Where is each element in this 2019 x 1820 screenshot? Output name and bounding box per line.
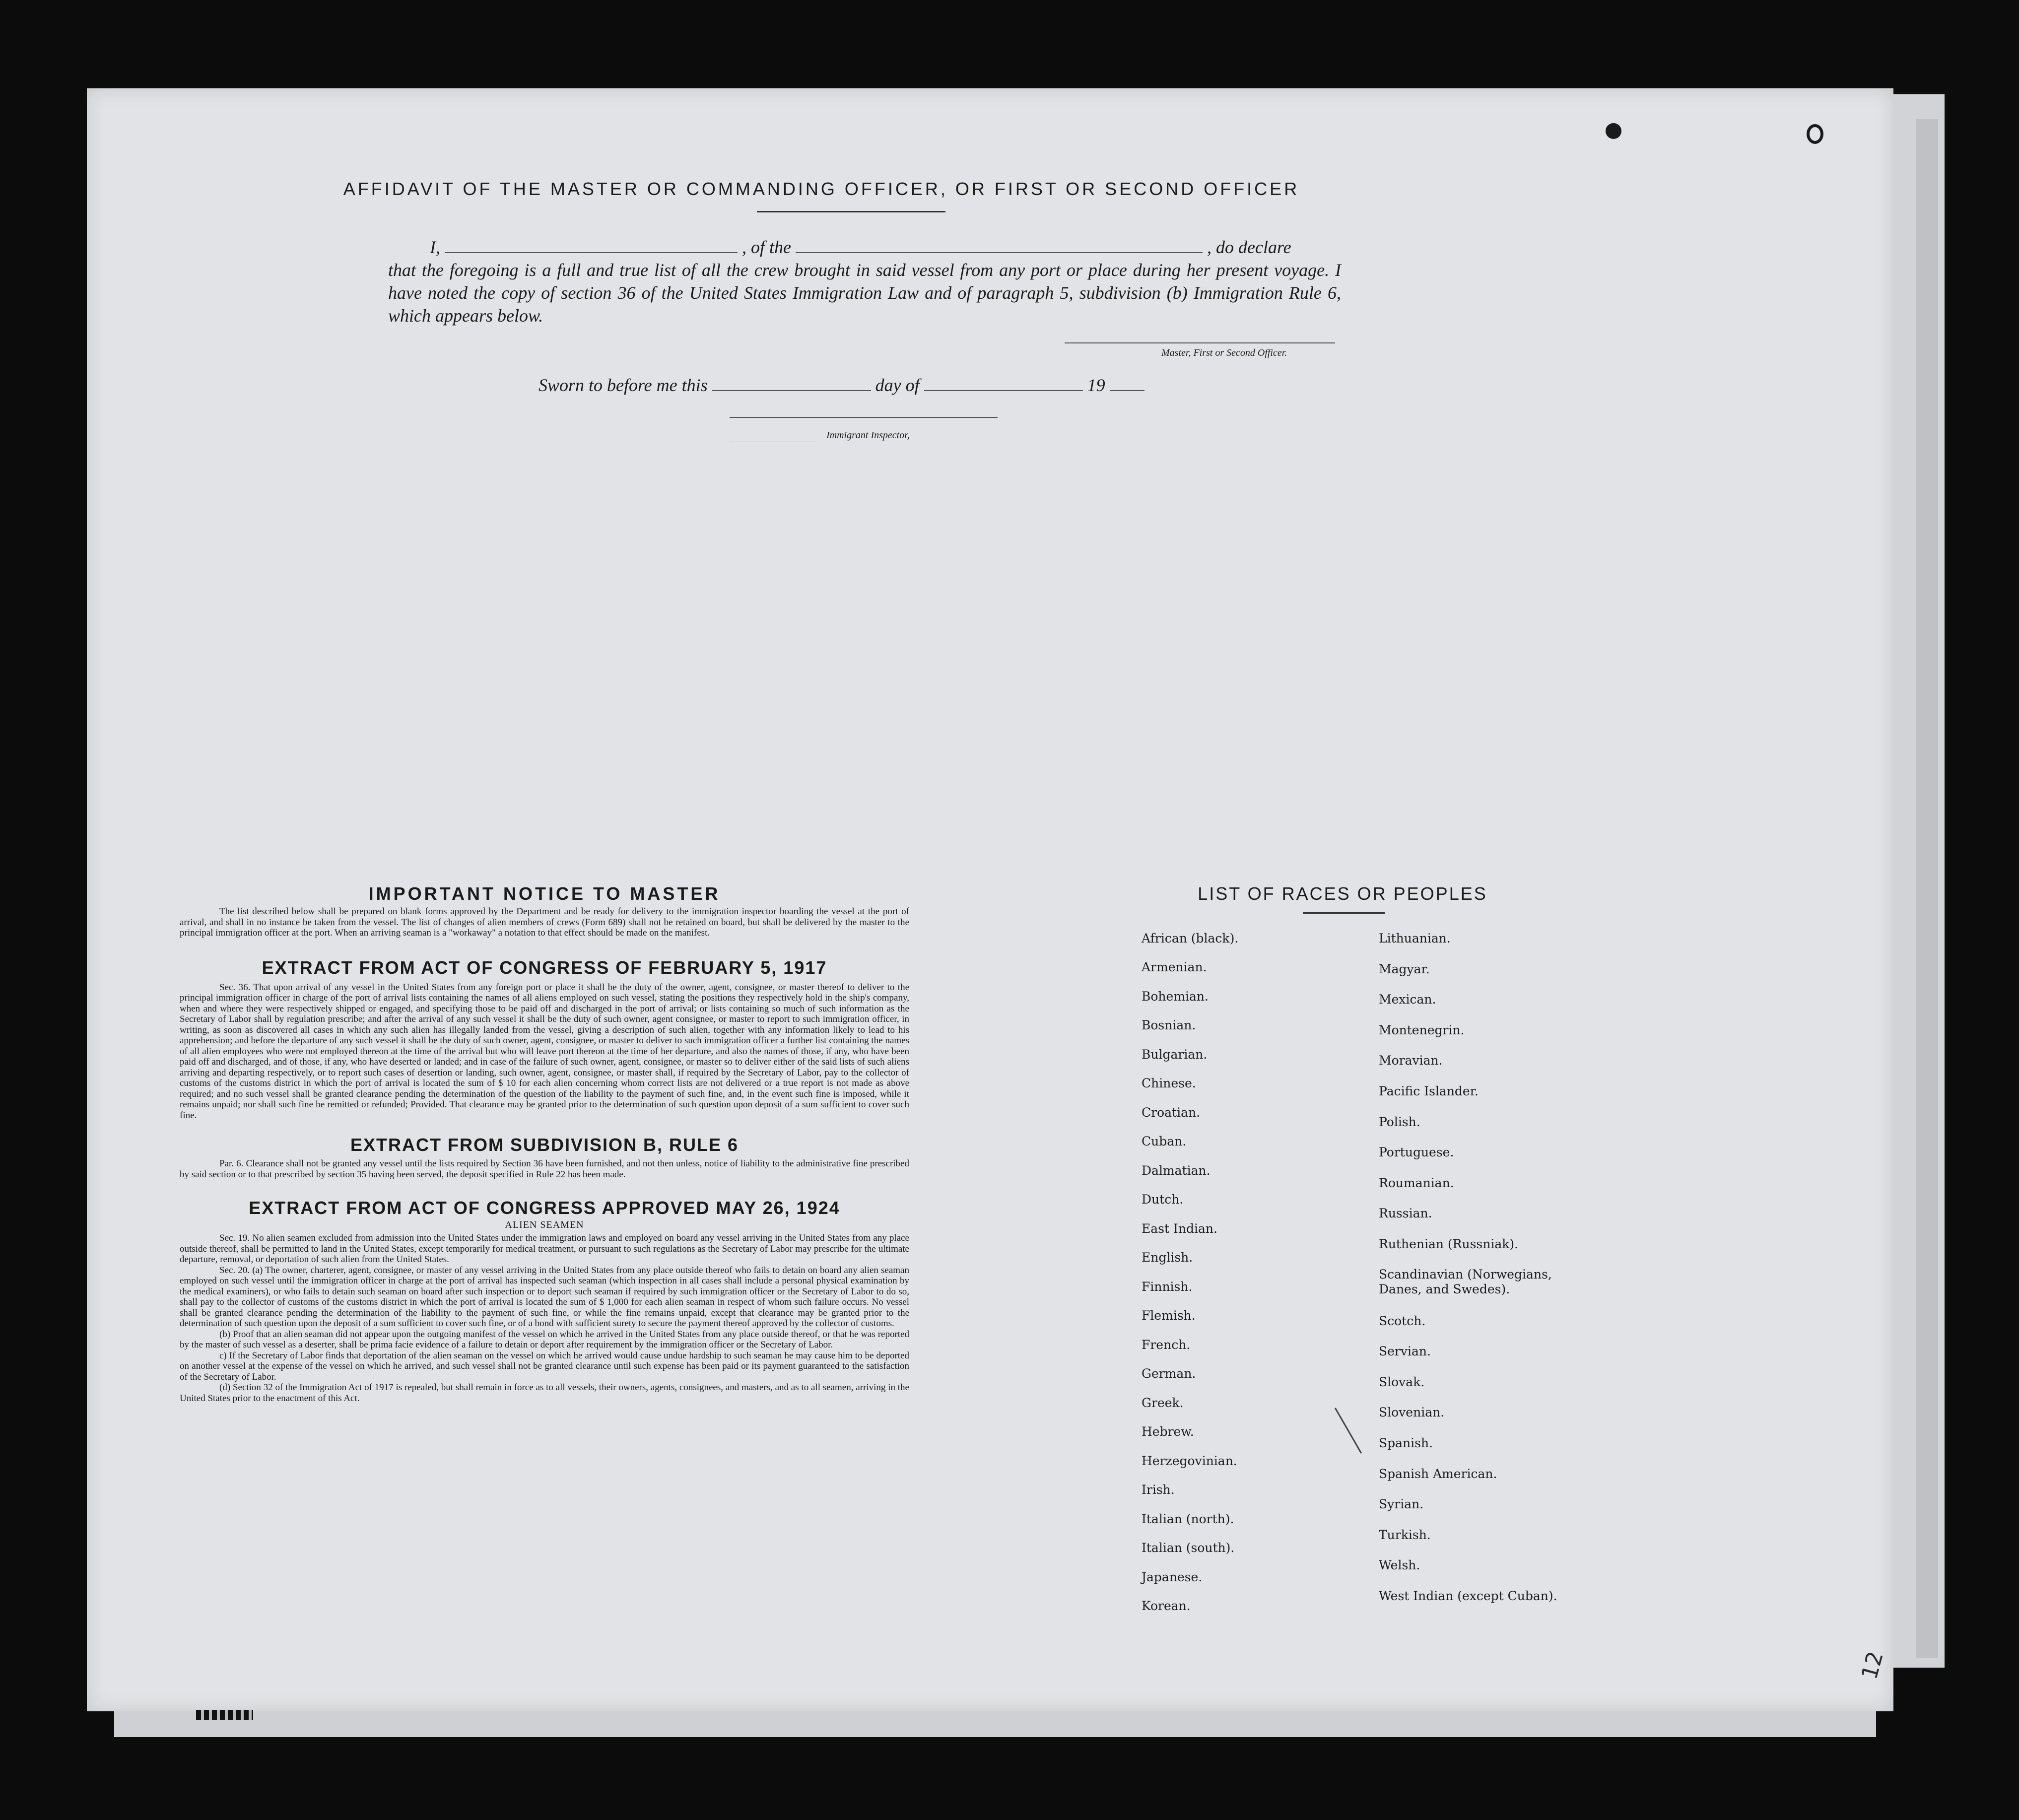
race-item: Lithuanian. [1379,931,1451,945]
race-item: Welsh. [1379,1558,1420,1572]
extract-1917-heading: EXTRACT FROM ACT OF CONGRESS OF FEBRUARY 5, 1917 [262,957,827,978]
race-item: Cuban. [1142,1134,1187,1148]
extract-rule6-body: Par. 6. Clearance shall not be granted any vessel until the lists required by Section 36 have been furnished, and not then unless, notice of liability to the administrative fine prescribed by said section or to that prescribed by section 35 having been served, the deposit specified in Rule 22 has been made. [180,1158,909,1180]
race-item: Turkish. [1379,1528,1431,1542]
affidavit-text [388,236,1341,327]
race-item: Dalmatian. [1142,1163,1211,1178]
race-item: Finnish. [1142,1280,1193,1294]
handwritten-page-number: 12 [1857,1648,1888,1683]
race-item: Italian (north). [1142,1512,1234,1526]
race-item: Mexican. [1379,992,1436,1007]
races-title-rule [1303,912,1385,914]
races-title: LIST OF RACES OR PEOPLES [1198,883,1487,904]
race-item: Slovenian. [1379,1405,1445,1419]
extract-1917-body: Sec. 36. That upon arrival of any vessel in the United States from any foreign port or place it shall be the duty of the owner, agent, consignee, or master thereof to deliver to the principal immigration officer in charge of the port of arrival lists containing the names of all aliens employed on such vessel, stating the positions they respectively hold in the ship's company, when and where they were respectively shipped or engaged, and specifying those to be paid off and discharged in the port of arrival; or lists containing so much of such information as the Secretary of Labor shall by regulation prescribe; and after the arrival of any such vessel it shall be the duty of such owner, agent consignee, or master to report to such immigration officer, in writing, as soon as discovered all cases in which any such alien has illegally landed from the vessel, giving a description of such alien, together with any information likely to lead to his apprehension; and before the departure of any such vessel it shall be the duty of such owner, agent, consignee, or master to deliver to such immigration officer a further list containing the names of all alien employees who were not employed thereon at the time of the arrival but who will leave port thereon at the time of her departure, and also the names of those, if any, who have been paid off and discharged, and of those, if any, who have deserted or landed; and in case of the failure of such owner, agent, consignee, or master so to deliver either of the said lists of such aliens arriving and departing respectively, or to report such cases of desertion or landing, such owner, agent, consignee, or master shall, if required by the Secretary of Labor, pay to the collector of customs of the customs district in which the port of arrival is located the sum of $ 10 for each alien concerning whom correct lists are not delivered or a true report is not made as above required; and no such vessel shall be granted clearance pending the determination of the question of the liability to the payment of such fine, and, in the event such fine is imposed, while it remains unpaid; nor shall such fine be remitted or refunded; Provided. That clearance may be granted prior to the determination of such question upon deposit of a sum sufficient to cover such fine. [180,982,909,1121]
sworn-line [538,375,1144,396]
name-blank[interactable] [445,237,738,253]
race-item: Servian. [1379,1344,1431,1358]
punch-hole-ring [1807,124,1823,144]
sworn-month-blank[interactable] [924,375,1083,391]
sec20b-text: (b) Proof that an alien seaman did not appear upon the outgoing manifest of the vessel on which he arrived in the United States from any place outside thereof, or that he was reported by the master of such vessel as a deserter, shall be prima facie evidence of a failure to detain or deport after requirement by the immigration officer or the Secretary of Labor. [180,1329,909,1350]
race-item: Bohemian. [1142,989,1209,1004]
signature-label: Master, First or Second Officer. [1161,347,1287,358]
race-item: Scotch. [1379,1314,1426,1328]
vessel-blank[interactable] [796,237,1203,253]
sworn-prefix: Sworn to before me this [538,375,708,395]
race-item: Russian. [1379,1206,1432,1220]
race-item: French. [1142,1338,1191,1352]
affidavit-i: I, [430,237,440,257]
race-item: Bulgarian. [1142,1047,1208,1062]
affidavit-body: that the foregoing is a full and true list of all the crew brought in said vessel from any port or place during her present voyage. I have noted the copy of section 36 of the United States Immigration Law and of paragraph 5, subdivision (b) Immigration Rule 6, which appears below. [388,260,1341,326]
race-item: German. [1142,1366,1196,1381]
punch-hole [1606,123,1621,139]
race-item: Flemish. [1142,1308,1196,1323]
race-item: Montenegrin. [1379,1023,1465,1037]
race-item: Chinese. [1142,1076,1196,1090]
sec20c-text: c) If the Secretary of Labor finds that deportation of the alien seaman on the vessel on which he arrived would cause undue hardship to such seaman he may cause him to be deported on another vessel at the expense of the vessel on which he arrived, and such vessel shall not be granted clearance until such expense has been paid or its payment guaranteed to the satisfaction of the Secretary of Labor. [180,1350,909,1382]
race-item: Dutch. [1142,1192,1184,1207]
binding-clip [196,1710,253,1720]
sworn-day-blank[interactable] [712,375,871,391]
inspector-label: Immigrant Inspector, [826,430,910,441]
race-item: Greek. [1142,1396,1184,1410]
sworn-year-blank[interactable] [1110,375,1144,391]
race-item: Armenian. [1142,960,1207,974]
race-item: Slovak. [1379,1375,1425,1389]
race-item: Hebrew. [1142,1424,1194,1439]
race-item: Syrian. [1379,1497,1424,1511]
race-item: Spanish. [1379,1436,1433,1450]
race-item: Ruthenian (Russniak). [1379,1237,1519,1251]
affidavit-title: AFFIDAVIT OF THE MASTER OR COMMANDING OFFICER, OR FIRST OR SECOND OFFICER [343,179,1300,199]
race-item: Pacific Islander. [1379,1084,1479,1098]
race-item: Japanese. [1142,1570,1203,1584]
signature-line[interactable] [1065,342,1335,343]
race-item: Irish. [1142,1483,1175,1497]
back-sheet-edge-2 [1916,119,1938,1658]
race-item: Polish. [1379,1115,1420,1129]
race-item: Herzegovinian. [1142,1454,1237,1468]
race-item: Moravian. [1379,1053,1443,1068]
race-item: Portuguese. [1379,1145,1454,1159]
extract-rule6-heading: EXTRACT FROM SUBDIVISION B, RULE 6 [350,1135,739,1155]
race-item: Italian (south). [1142,1541,1235,1555]
sec20a-text: Sec. 20. (a) The owner, charterer, agent, consignee, or master of any vessel arriving in the United States from any place outside thereof who fails to detain on board any alien seaman employed on such vessel until the immigration officer in charge at the port of arrival has inspected such seaman (which inspection in all cases shall include a personal physical examination by the medical examiners), or who fails to detain such seaman on board after such inspection or to deport such seaman if required by such immigration officer or the Secretary of Labor to do so, shall pay to the collector of customs of the customs district in which the port of arrival is located the sum of $ 1,000 for each alien seaman in respect of whom such failure occurs. No vessel shall be granted clearance pending the determination of the liability to the payment of such fine, or while the fine remains unpaid, except that clearance may be granted prior to the determination of such question upon the deposit of a sum sufficient to cover such fine, or of a bond with sufficient surety to secure the payment thereof approved by the collector of customs. [180,1265,909,1329]
race-item: West Indian (except Cuban). [1379,1589,1557,1603]
affidavit-of-the: , of the [742,237,791,257]
sec20d-text: (d) Section 32 of the Immigration Act of 1917 is repealed, but shall remain in force as to all vessels, their owners, agents, consignees, and masters, and as to all seamen, arriving in the United States prior to the enactment of this Act. [180,1382,909,1404]
sworn-day-of: day of [875,375,920,395]
extract-1924-heading: EXTRACT FROM ACT OF CONGRESS APPROVED MAY 26, 1924 [249,1198,840,1218]
notice-column [180,883,909,1404]
race-item: Roumanian. [1379,1176,1454,1190]
notice-heading: IMPORTANT NOTICE TO MASTER [368,883,721,904]
race-item: African (black). [1142,931,1239,945]
affidavit-do-declare: , do declare [1207,237,1291,257]
race-item: East Indian. [1142,1221,1217,1236]
sec19-text: Sec. 19. No alien seamen excluded from admission into the United States under the immigration laws and employed on board any vessel arriving in the United States from any place outside thereof, shall be permitted to land in the United States, except temporarily for medical treatment, or pursuant to such regulations as the Secretary of Labor may prescribe for the ultimate departure, removal, or deportation of such alien from the United States. [180,1233,909,1265]
race-item: Bosnian. [1142,1018,1196,1032]
sworn-year: 19 [1087,375,1105,395]
back-sheet-bottom-edge [114,1707,1876,1737]
notice-body: The list described below shall be prepared on blank forms approved by the Department and be ready for delivery to the immigration inspector boarding the vessel at the port of arrival, and shall in no instance be taken from the vessel. The list of changes of alien members of crews (Form 689) shall not be retained on board, but shall be delivered by the master to the principal immigration officer at the port. When an arriving seaman is a "workaway" a notation to that effect should be made on the manifest. [180,906,909,938]
affidavit-title-rule [757,211,945,212]
race-item: Scandinavian (Norwegians, Danes, and Swedes). [1379,1267,1552,1296]
alien-seamen-subheading: ALIEN SEAMEN [505,1219,584,1230]
race-item: English. [1142,1250,1193,1265]
race-item: Spanish American. [1379,1467,1497,1481]
race-item: Croatian. [1142,1105,1201,1120]
race-item: Magyar. [1379,962,1430,976]
inspector-signature-line[interactable] [730,417,998,418]
race-item: Korean. [1142,1599,1191,1613]
